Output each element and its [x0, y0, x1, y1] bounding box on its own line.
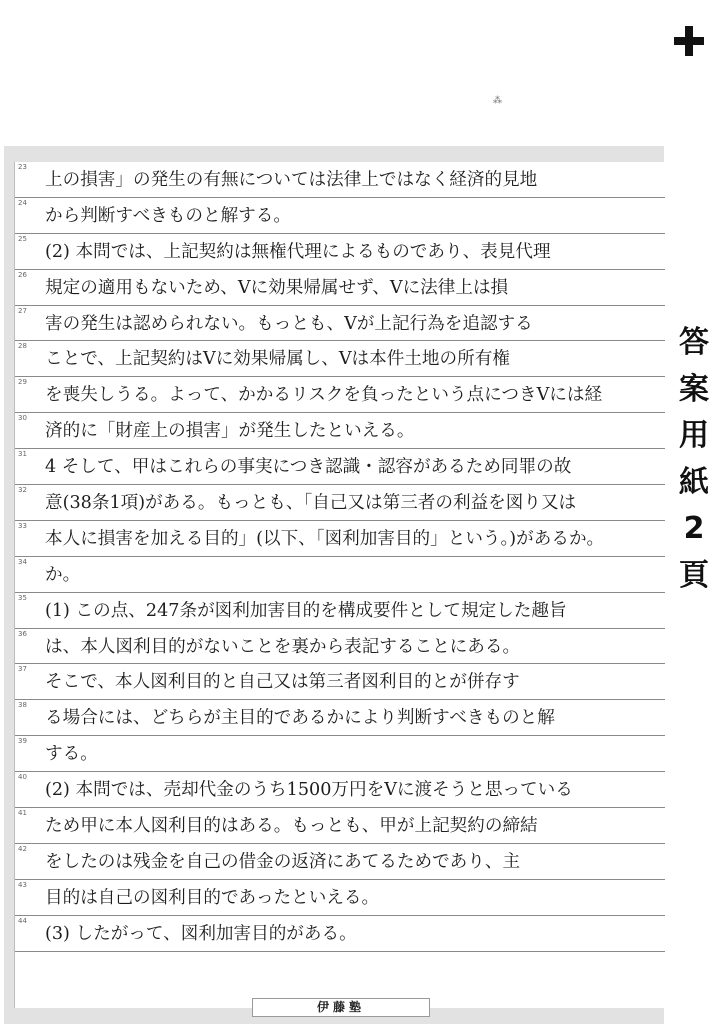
answer-line: [15, 377, 665, 413]
answer-line: [15, 700, 665, 736]
handwritten-text: ため甲に本人図利目的はある。もっとも、甲が上記契約の締結: [45, 816, 538, 837]
line-number: 37: [18, 665, 27, 674]
title-char: 答: [679, 325, 709, 360]
line-number: 28: [18, 342, 27, 351]
handwritten-text: そこで、本人図利目的と自己又は第三者図利目的とが併存す: [45, 672, 520, 693]
answer-sheet: [4, 146, 664, 1024]
answer-line: [15, 270, 665, 306]
answer-line: [15, 593, 665, 629]
line-number: 24: [18, 198, 27, 207]
handwritten-text: から判断すべきものと解する。: [45, 205, 291, 226]
answer-line: [15, 198, 665, 234]
answer-line: [15, 413, 665, 449]
line-number: 41: [18, 809, 27, 818]
line-number: 36: [18, 629, 27, 638]
answer-line: [15, 808, 665, 844]
answer-line: [15, 162, 665, 198]
handwritten-text: 4 そして、甲はこれらの事実につき認識・認容があるため同罪の故: [45, 457, 572, 478]
handwritten-text: 済的に「財産上の損害」が発生したといえる。: [45, 421, 415, 442]
handwritten-text: をしたのは残金を自己の借金の返済にあてるためであり、主: [45, 851, 521, 872]
answer-line: [15, 736, 665, 772]
answer-line: [15, 485, 665, 521]
handwritten-text: (1) この点、247条が図利加害目的を構成要件として規定した趣旨: [45, 600, 567, 621]
answer-line: [15, 521, 665, 557]
answer-line: [15, 629, 665, 665]
line-number: 42: [18, 844, 27, 853]
line-number: 39: [18, 737, 27, 746]
handwritten-text: か。: [45, 564, 81, 585]
handwritten-text: 上の損害」の発生の有無については法律上ではなく経済的見地: [45, 170, 538, 190]
line-number: 38: [18, 701, 27, 710]
line-number: 32: [18, 486, 27, 495]
ruled-lines: [15, 162, 665, 1008]
answer-line: [15, 880, 665, 916]
answer-line: [15, 844, 665, 880]
handwritten-text: 害の発生は認められない。もっとも、Vが上記行為を追認する: [45, 313, 533, 334]
handwritten-text: (2) 本問では、売却代金のうち1500万円をVに渡そうと思っている: [45, 780, 573, 801]
scan-speck: ⁂: [493, 96, 502, 106]
answer-line: [15, 306, 665, 342]
title-char: 紙: [679, 464, 709, 500]
answer-line: [15, 772, 665, 808]
line-number: 33: [18, 521, 27, 530]
line-number: 35: [18, 593, 27, 602]
handwritten-text: 規定の適用もないため、Vに効果帰属せず、Vに法律上は損: [45, 277, 509, 298]
line-number: 26: [18, 270, 27, 279]
handwritten-text: する。: [45, 744, 98, 765]
writing-area: [14, 162, 665, 1008]
footer-label: 伊藤塾: [252, 998, 430, 1017]
answer-line: [15, 449, 665, 485]
answer-line: [15, 916, 665, 952]
answer-line: [15, 341, 665, 377]
title-char: 2: [683, 511, 705, 546]
line-number: 43: [18, 880, 27, 889]
handwritten-text: (3) したがって、図利加害目的がある。: [45, 923, 357, 944]
line-number: 25: [18, 234, 27, 243]
line-number: 27: [18, 306, 27, 315]
title-char: 案: [679, 371, 709, 407]
handwritten-text: 目的は自己の図利目的であったといえる。: [45, 887, 380, 908]
handwritten-text: (2) 本問では、上記契約は無権代理によるものであり、表見代理: [45, 241, 551, 262]
handwritten-text: る場合には、どちらが主目的であるかにより判断すべきものと解: [45, 708, 555, 729]
handwritten-text: 意(38条1項)がある。もっとも、「自己又は第三者の利益を図り又は: [45, 493, 577, 514]
line-number: 30: [18, 414, 27, 423]
registration-plus-mark: [674, 26, 704, 56]
handwritten-text: を喪失しうる。よって、かかるリスクを負ったという点につきVには経: [45, 385, 603, 406]
title-char: 頁: [679, 557, 709, 593]
sheet-title: [670, 320, 718, 599]
answer-line: [15, 234, 665, 270]
line-number: 29: [18, 378, 27, 387]
line-number: 23: [18, 163, 27, 171]
title-char: 用: [679, 418, 709, 453]
handwritten-text: 本人に損害を加える目的」(以下、「図利加害目的」という。)があるか。: [45, 528, 605, 549]
answer-line: [15, 664, 665, 700]
line-number: 31: [18, 450, 27, 459]
line-number: 40: [18, 773, 27, 782]
line-number: 34: [18, 557, 27, 566]
handwritten-text: ことで、上記契約はVに効果帰属し、Vは本件土地の所有権: [45, 349, 510, 370]
handwritten-text: は、本人図利目的がないことを裏から表記することにある。: [45, 636, 521, 657]
line-number: 44: [18, 916, 27, 925]
answer-line: [15, 557, 665, 593]
